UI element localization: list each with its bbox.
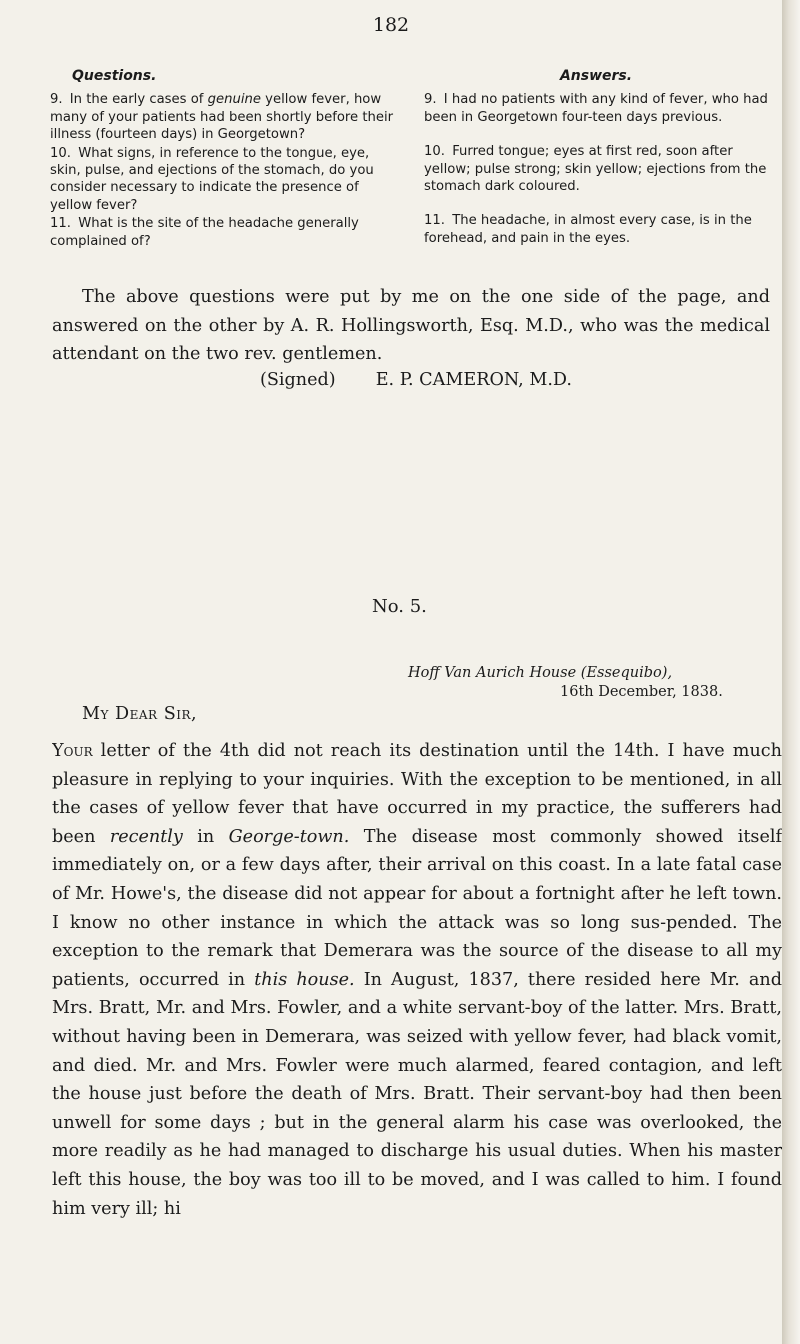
question-10: 10. What signs, in reference to the tongue, eye, skin, pulse, and ejections of the stomach, do you consider necessary to indicate the presence of yellow fever? [50,145,374,213]
question-11: 11. What is the site of the headache generally complained of? [50,216,359,249]
letter-body: Your letter of the 4th did not reach its destination until the 14th. I have much pleasure in replying to your inquiries. With the exception to be mentioned, in all the cases of yellow fever that have occurred in my practice, the sufferers had been recently in George-town. The disease most commonly showed itself immediately on, or a few days after, their arrival on this coast. In a late fatal case of Mr. Howe's, the disease did not appear for about a fortnight after he left town. I know no other instance in which the attack was so long sus-pended. The exception to the remark that Demerara was the source of the disease to all my patients, occurred in this house. In August, 1837, there resided here Mr. and Mrs. Bratt, Mr. and Mrs. Fowler, and a white servant-boy of the latter. Mrs. Bratt, without having been in Demerara, was seized with yellow fever, had black vomit, and died. Mr. and Mrs. Fowler were much alarmed, feared contagion, and left the house just before the death of Mrs. Bratt. Their servant-boy had then been unwell for some days ; but in the general alarm his case was overlooked, the more readily as he had managed to discharge his usual duties. When his master left this house, the boy was too ill to be moved, and I was called to him. I found him very ill; hi [52,741,782,1219]
letter-number: No. 5. [372,596,427,617]
answers-heading: Answers. [559,68,633,84]
answer-9: 9. I had no patients with any kind of fever, who had been in Georgetown four-teen days previous. [424,92,768,125]
salutation: My Dear Sir, [82,704,198,724]
page-number: 182 [372,14,410,36]
statement-paragraph: The above questions were put by me on the one side of the page, and answered on the other by A. R. Hollingsworth, Esq. M.D., who was the medical attendant on the two rev. gentlemen. [52,287,770,364]
answers-column [424,68,768,250]
signed-label: (Signed) [260,370,336,390]
page-edge [782,0,800,1344]
question-9: 9. In the early cases of genuine yellow fever, how many of your patients had been shortly before their illness (fourteen days) in Georgetown? [50,92,394,143]
questions-answers-table [50,68,768,250]
signature-line [260,370,572,390]
letter-address: Hoff Van Aurich House (Essequibo), [408,665,673,681]
answer-10: 10. Furred tongue; eyes at first red, soon after yellow; pulse strong; skin yellow; ejections from the stomach dark coloured. [424,144,767,195]
opening-word: Your [52,741,93,761]
signed-name: E. P. CAMERON, M.D. [375,370,573,390]
questions-heading: Questions. [72,68,157,84]
letter-date: 16th December, 1838. [560,684,723,700]
answer-11: 11. The headache, in almost every case, is in the forehead, and pain in the eyes. [424,213,752,246]
questions-column [50,68,394,250]
